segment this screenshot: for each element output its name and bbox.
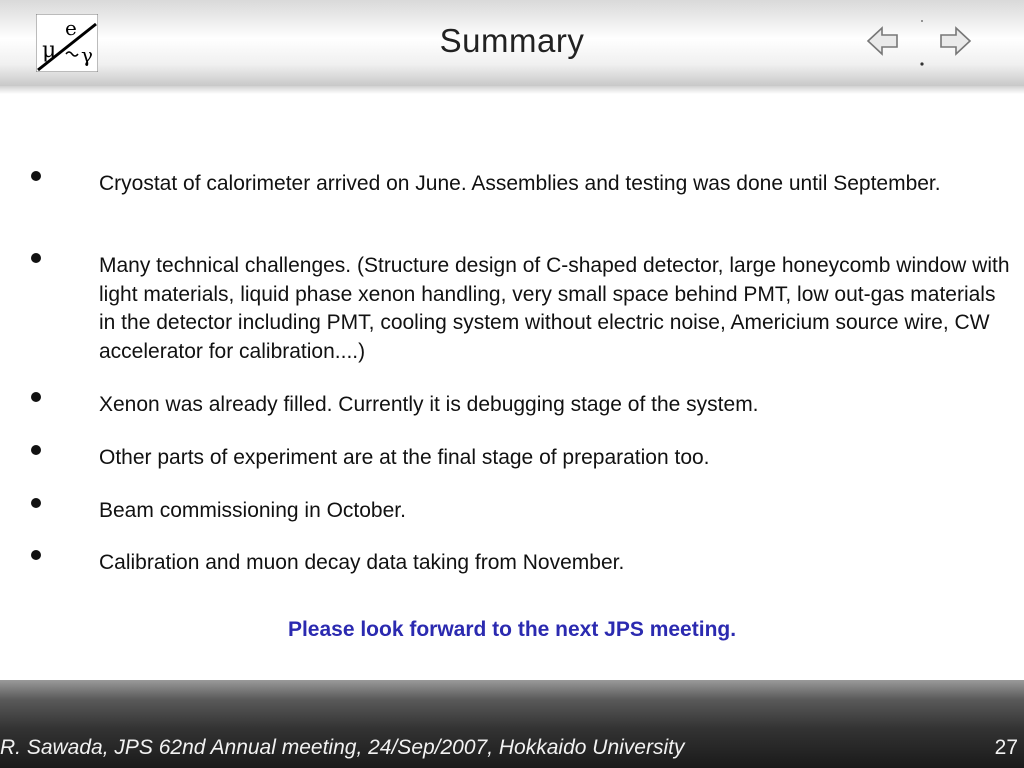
bullet-dot-icon	[31, 171, 41, 181]
bullet-text: Other parts of experiment are at the final stage of preparation too.	[99, 446, 710, 469]
bullet-text: Many technical challenges. (Structure design of C-shaped detector, large honeycomb window with light materials, liquid phase xenon handling, very small space behind PMT, low out-gas materials in the detector including PMT, cooling system without electric noise, Americium source wire, CW accelerator for calibration....)	[99, 254, 1010, 363]
footer-citation: R. Sawada, JPS 62nd Annual meeting, 24/Sep/2007, Hokkaido University	[0, 736, 685, 759]
logo-gamma: γ	[81, 43, 93, 67]
closing-note: Please look forward to the next JPS meeting.	[287, 618, 737, 641]
bullet-dot-icon	[31, 253, 41, 263]
bullet-dot-icon	[31, 498, 41, 508]
logo-e: e	[65, 16, 77, 40]
bullet-dot-icon	[31, 445, 41, 455]
bullet-text: Xenon was already filled. Currently it is debugging stage of the system.	[99, 393, 759, 416]
bullet-text: Calibration and muon decay data taking from November.	[99, 551, 625, 574]
bullet-dot-icon	[31, 392, 41, 402]
bullet-text: Cryostat of calorimeter arrived on June. Assemblies and testing was done until September.	[99, 172, 941, 195]
bullet-dot-icon	[31, 550, 41, 560]
slide-title: Summary	[439, 22, 585, 59]
page-number: 27	[994, 736, 1018, 759]
logo-mu: μ	[42, 38, 57, 63]
bullet-text: Beam commissioning in October.	[99, 499, 406, 522]
